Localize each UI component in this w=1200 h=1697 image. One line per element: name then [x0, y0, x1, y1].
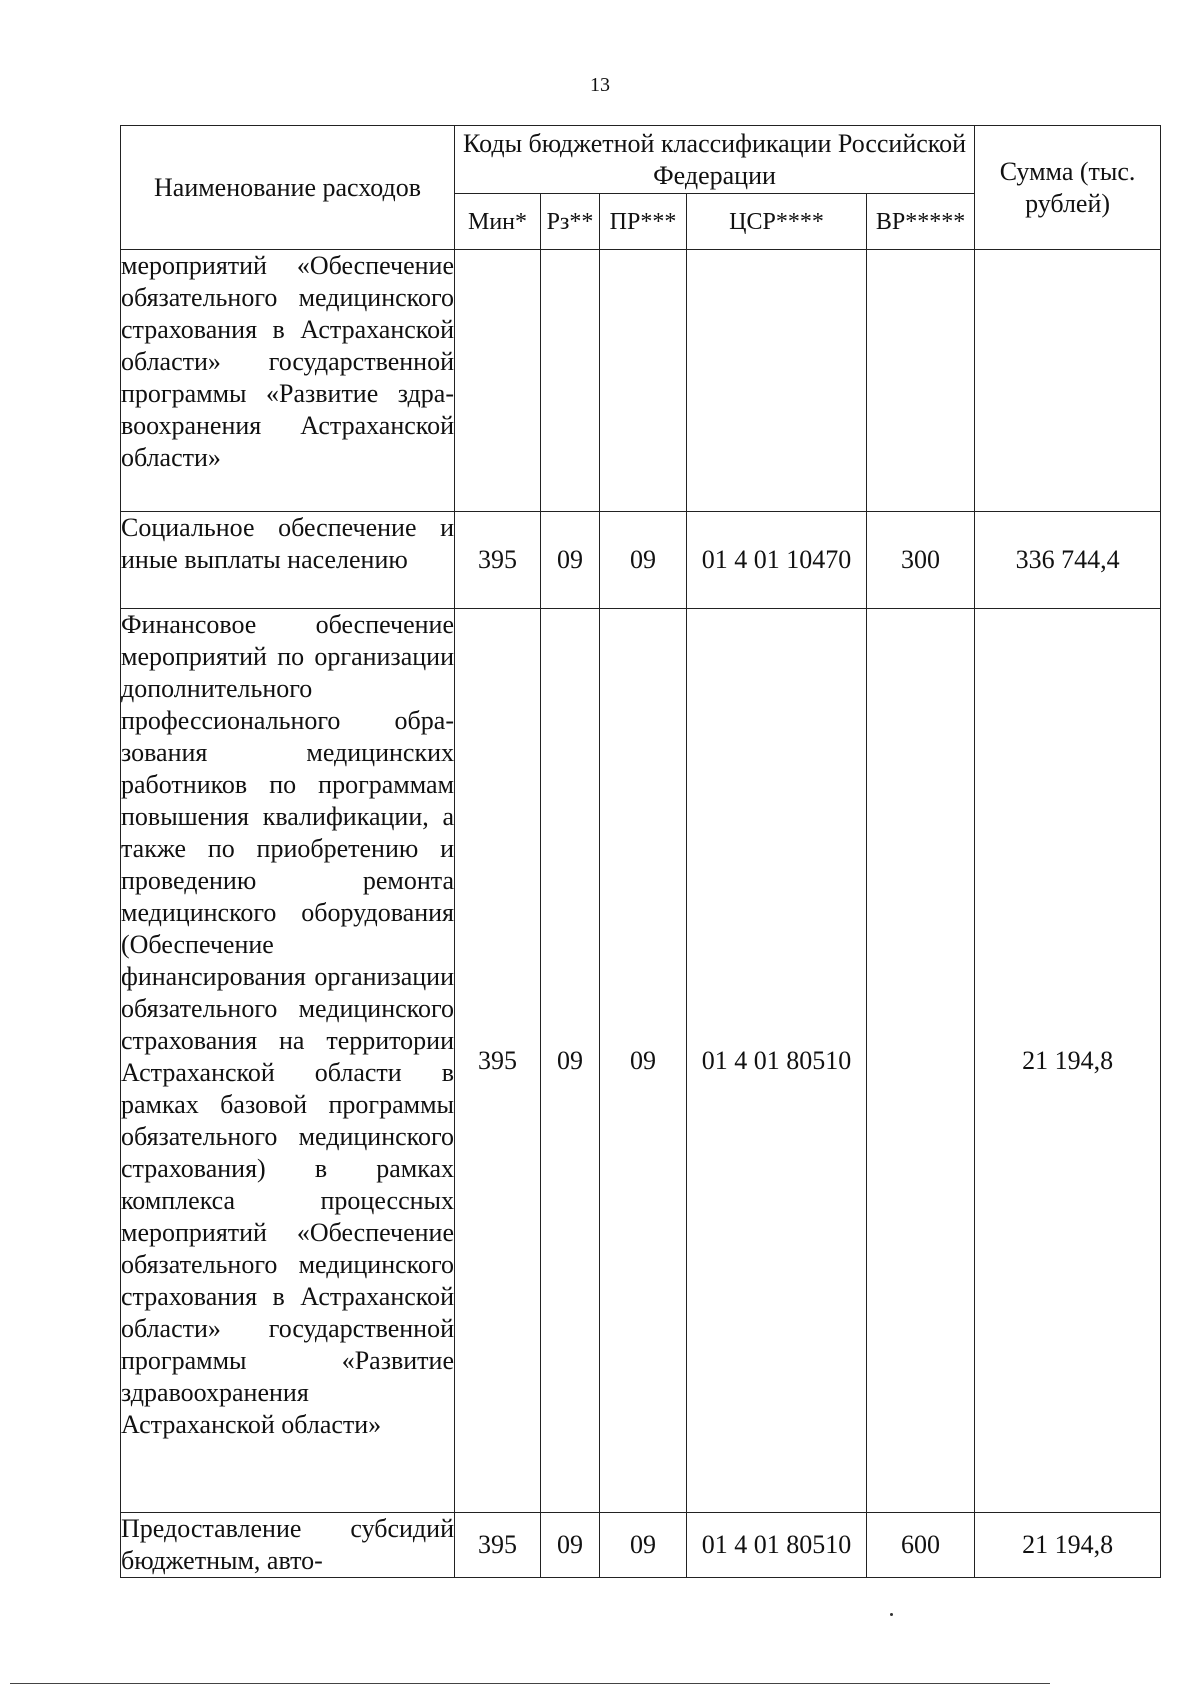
row-rz: 09	[541, 512, 600, 609]
table-row	[121, 1513, 1161, 1578]
row-min: 395	[455, 609, 541, 1513]
row-rz: 09	[541, 609, 600, 1513]
row-name: мероприятий «Обеспечение обязательного медицинского страхования в Астраханской области» государственной программы «Развитие здравоохранения Астраханской области»	[121, 250, 455, 512]
row-vr	[867, 609, 975, 1513]
row-rz	[541, 250, 600, 512]
row-csr: 01 4 01 80510	[687, 1513, 867, 1578]
table-row	[121, 512, 1161, 609]
row-sum: 21 194,8	[975, 1513, 1161, 1578]
page-number: 13	[590, 74, 610, 96]
row-min: 395	[455, 512, 541, 609]
row-vr	[867, 250, 975, 512]
header-vr: ВР*****	[867, 194, 975, 250]
scan-speck	[890, 1613, 893, 1616]
row-csr: 01 4 01 80510	[687, 609, 867, 1513]
row-csr	[687, 250, 867, 512]
row-sum	[975, 250, 1161, 512]
row-sum: 21 194,8	[975, 609, 1161, 1513]
row-sum: 336 744,4	[975, 512, 1161, 609]
row-min	[455, 250, 541, 512]
table-row	[121, 250, 1161, 512]
row-pr: 09	[600, 1513, 687, 1578]
header-sum: Сумма (тыс. рублей)	[975, 126, 1161, 250]
row-name: Социальное обеспечение и иные выплаты населению	[121, 512, 455, 609]
footer-rule	[10, 1683, 1050, 1684]
row-vr: 300	[867, 512, 975, 609]
row-csr: 01 4 01 10470	[687, 512, 867, 609]
header-rz: Рз**	[541, 194, 600, 250]
row-pr: 09	[600, 609, 687, 1513]
header-min: Мин*	[455, 194, 541, 250]
row-name: Финансовое обеспечение мероприятий по организации дополнительного профессионального образования медицинских работников по программам повышения квалификации, а также по приобретению и проведению ремонта медицинского оборудования (Обеспечение финансирования организации обязательного медицинского страхования на территории Астраханской области в рамках базовой программы обязательного медицинского страхования) в рамках комплекса процессных мероприятий «Обеспечение обязательного медицинского страхования в Астраханской области» государственной программы «Развитие здравоохранения Астраханской области»	[121, 609, 455, 1513]
row-min: 395	[455, 1513, 541, 1578]
row-pr: 09	[600, 512, 687, 609]
header-csr: ЦСР****	[687, 194, 867, 250]
row-vr: 600	[867, 1513, 975, 1578]
header-pr: ПР***	[600, 194, 687, 250]
row-name: Предоставление субсидий бюджетным, авто-	[121, 1513, 455, 1578]
header-name: Наименование расходов	[121, 126, 455, 250]
row-pr	[600, 250, 687, 512]
table-row	[121, 609, 1161, 1513]
budget-table	[120, 125, 1161, 1578]
row-rz: 09	[541, 1513, 600, 1578]
header-codes: Коды бюджетной классификации Российской Федерации	[455, 126, 975, 194]
